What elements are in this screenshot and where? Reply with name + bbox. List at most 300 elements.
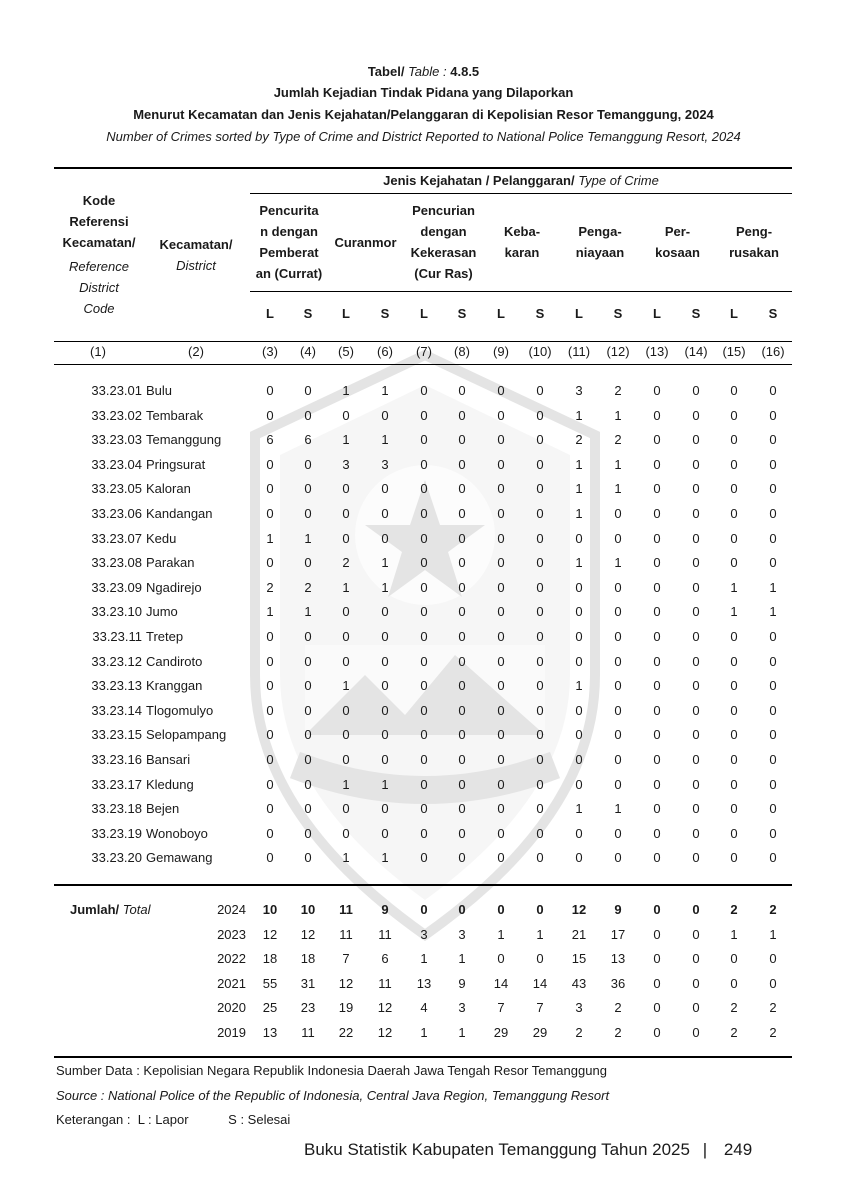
value-cell: 0 <box>497 752 505 767</box>
district-name: Kedu <box>146 530 177 546</box>
total-value-cell: 12 <box>262 926 278 942</box>
total-value-cell: 0 <box>692 1025 700 1040</box>
value-cell: 0 <box>497 653 505 669</box>
sub-header-l: L <box>420 306 428 321</box>
book-title: Buku Statistik Kabupaten Temanggung Tahun 2025 <box>304 1140 690 1159</box>
value-cell: 0 <box>614 825 622 841</box>
district-code: 33.23.09 <box>91 579 142 595</box>
value-cell: 0 <box>304 752 312 767</box>
value-cell: 0 <box>653 456 661 472</box>
total-value-cell: 2 <box>614 1025 622 1040</box>
value-cell: 0 <box>304 407 312 423</box>
value-cell: 0 <box>458 825 466 841</box>
value-cell: 0 <box>536 801 544 817</box>
value-cell: 0 <box>536 776 544 792</box>
value-cell: 0 <box>536 604 544 620</box>
value-cell: 0 <box>381 727 389 743</box>
sub-header-l: L <box>266 306 274 321</box>
total-value-cell: 0 <box>769 951 777 967</box>
totals-label: Jumlah/ Total <box>70 902 151 917</box>
value-cell: 0 <box>692 579 700 595</box>
value-cell: 0 <box>266 825 274 841</box>
value-cell: 0 <box>692 776 700 792</box>
value-cell: 0 <box>730 530 738 546</box>
total-value-cell: 0 <box>692 975 700 991</box>
total-value-cell: 0 <box>692 902 700 917</box>
value-cell: 0 <box>653 702 661 718</box>
value-cell: 0 <box>420 456 428 472</box>
value-cell: 0 <box>420 653 428 669</box>
value-cell: 0 <box>342 530 350 546</box>
district-header: Kecamatan/ District <box>159 237 233 273</box>
value-cell: 0 <box>730 653 738 669</box>
value-cell: 1 <box>575 481 583 497</box>
district-name: Pringsurat <box>146 456 206 472</box>
total-value-cell: 14 <box>532 975 548 991</box>
crime-type-header: Curanmor <box>334 234 397 250</box>
total-value-cell: 3 <box>420 926 428 942</box>
value-cell: 0 <box>458 481 466 497</box>
district-name: Tlogomulyo <box>146 702 214 718</box>
value-cell: 0 <box>497 678 505 694</box>
value-cell: 6 <box>266 432 274 448</box>
value-cell: 0 <box>730 752 738 767</box>
value-cell: 0 <box>769 776 777 792</box>
total-value-cell: 11 <box>378 926 392 942</box>
value-cell: 0 <box>420 850 428 866</box>
value-cell: 0 <box>769 727 777 743</box>
value-cell: 0 <box>497 456 505 472</box>
value-cell: 0 <box>653 825 661 841</box>
value-cell: 0 <box>769 629 777 644</box>
value-cell: 0 <box>730 801 738 817</box>
value-cell: 0 <box>653 432 661 448</box>
value-cell: 0 <box>420 776 428 792</box>
value-cell: 0 <box>730 506 738 521</box>
value-cell: 0 <box>692 506 700 521</box>
header-bottom-rule <box>54 341 792 342</box>
value-cell: 0 <box>381 530 389 546</box>
district-name: Jumo <box>146 604 178 620</box>
value-cell: 0 <box>692 702 700 718</box>
value-cell: 0 <box>575 727 583 743</box>
total-value-cell: 23 <box>300 1000 316 1016</box>
value-cell: 0 <box>653 481 661 497</box>
value-cell: 0 <box>266 407 274 423</box>
district-name: Kaloran <box>146 481 191 497</box>
value-cell: 0 <box>497 506 505 521</box>
value-cell: 0 <box>730 481 738 497</box>
value-cell: 0 <box>304 383 312 398</box>
value-cell: 0 <box>266 702 274 718</box>
value-cell: 0 <box>420 604 428 620</box>
total-value-cell: 22 <box>338 1025 354 1040</box>
group-header-rule <box>250 193 792 194</box>
value-cell: 1 <box>614 407 622 423</box>
total-value-cell: 1 <box>769 926 777 942</box>
value-cell: 0 <box>769 456 777 472</box>
value-cell: 2 <box>614 383 622 398</box>
district-name: Bansari <box>146 752 191 767</box>
value-cell: 0 <box>381 604 389 620</box>
column-number: (2) <box>188 344 204 359</box>
value-cell: 2 <box>342 555 350 571</box>
total-value-cell: 17 <box>610 926 626 942</box>
total-value-cell: 12 <box>338 975 354 991</box>
value-cell: 1 <box>381 850 389 866</box>
value-cell: 0 <box>614 752 622 767</box>
table-title-english: Number of Crimes sorted by Type of Crime and District Reported to National Police Temanggung Resort, 2024 <box>106 129 741 144</box>
value-cell: 0 <box>304 702 312 718</box>
value-cell: 0 <box>653 801 661 817</box>
value-cell: 0 <box>692 530 700 546</box>
value-cell: 0 <box>730 629 738 644</box>
value-cell: 1 <box>304 604 312 620</box>
value-cell: 0 <box>420 702 428 718</box>
value-cell: 0 <box>692 481 700 497</box>
value-cell: 0 <box>653 506 661 521</box>
value-cell: 0 <box>614 506 622 521</box>
value-cell: 0 <box>653 579 661 595</box>
value-cell: 0 <box>769 825 777 841</box>
total-value-cell: 2 <box>730 1000 738 1016</box>
value-cell: 0 <box>692 727 700 743</box>
sub-header-l: L <box>575 306 583 321</box>
total-value-cell: 0 <box>458 902 466 917</box>
totals-top-rule <box>54 884 792 886</box>
value-cell: 0 <box>769 678 777 694</box>
total-year: 2020 <box>217 1000 246 1016</box>
value-cell: 0 <box>730 432 738 448</box>
value-cell: 1 <box>575 678 583 694</box>
table-bottom-rule <box>54 1056 792 1058</box>
value-cell: 0 <box>575 825 583 841</box>
value-cell: 0 <box>536 579 544 595</box>
value-cell: 0 <box>458 407 466 423</box>
value-cell: 2 <box>266 579 274 595</box>
value-cell: 0 <box>266 481 274 497</box>
crime-type-header: Pencurita n dengan Pemberat an (Currat) <box>255 203 323 281</box>
value-cell: 0 <box>769 801 777 817</box>
value-cell: 0 <box>304 555 312 571</box>
value-cell: 0 <box>458 801 466 817</box>
district-name: Wonoboyo <box>146 825 208 841</box>
value-cell: 0 <box>342 801 350 817</box>
value-cell: 0 <box>497 530 505 546</box>
district-name: Kandangan <box>146 506 213 521</box>
total-value-cell: 0 <box>653 926 661 942</box>
total-value-cell: 1 <box>420 951 428 967</box>
legend-note: Keterangan : L : Lapor S : Selesai <box>56 1112 291 1127</box>
total-value-cell: 1 <box>420 1025 428 1040</box>
value-cell: 0 <box>458 678 466 694</box>
value-cell: 0 <box>575 702 583 718</box>
value-cell: 0 <box>730 727 738 743</box>
value-cell: 0 <box>614 579 622 595</box>
value-cell: 0 <box>730 678 738 694</box>
value-cell: 0 <box>769 530 777 546</box>
value-cell: 1 <box>266 530 274 546</box>
total-value-cell: 1 <box>730 926 738 942</box>
value-cell: 0 <box>497 579 505 595</box>
total-value-cell: 18 <box>262 951 278 967</box>
total-value-cell: 0 <box>653 975 661 991</box>
district-code: 33.23.12 <box>91 653 142 669</box>
column-number: (16) <box>761 344 785 359</box>
value-cell: 0 <box>304 850 312 866</box>
total-value-cell: 0 <box>420 902 428 917</box>
district-code: 33.23.03 <box>91 432 142 448</box>
value-cell: 0 <box>420 383 428 398</box>
value-cell: 1 <box>575 456 583 472</box>
value-cell: 0 <box>692 653 700 669</box>
column-number: (12) <box>606 344 630 359</box>
value-cell: 0 <box>266 678 274 694</box>
total-value-cell: 12 <box>377 1000 393 1016</box>
district-name: Selopampang <box>146 727 227 743</box>
value-cell: 0 <box>769 506 777 521</box>
value-cell: 0 <box>497 776 505 792</box>
value-cell: 0 <box>497 801 505 817</box>
total-value-cell: 25 <box>262 1000 278 1016</box>
district-code: 33.23.15 <box>91 727 142 743</box>
total-year: 2019 <box>217 1025 246 1040</box>
value-cell: 0 <box>536 555 544 571</box>
value-cell: 0 <box>304 653 312 669</box>
column-number: (10) <box>528 344 552 359</box>
value-cell: 0 <box>692 825 700 841</box>
total-value-cell: 19 <box>338 1000 354 1016</box>
value-cell: 0 <box>653 555 661 571</box>
value-cell: 0 <box>342 702 350 718</box>
total-year: 2023 <box>217 926 246 942</box>
crime-type-rule <box>250 291 792 292</box>
value-cell: 0 <box>692 407 700 423</box>
value-cell: 1 <box>342 432 350 448</box>
total-value-cell: 0 <box>536 951 544 967</box>
sub-header-l: L <box>730 306 738 321</box>
total-value-cell: 1 <box>458 1025 466 1040</box>
column-number: (15) <box>722 344 746 359</box>
value-cell: 0 <box>692 629 700 644</box>
value-cell: 3 <box>381 456 389 472</box>
value-cell: 0 <box>575 776 583 792</box>
total-value-cell: 13 <box>262 1025 278 1040</box>
value-cell: 0 <box>692 383 700 398</box>
value-cell: 0 <box>420 555 428 571</box>
column-number: (6) <box>377 344 393 359</box>
value-cell: 0 <box>614 530 622 546</box>
value-cell: 0 <box>692 555 700 571</box>
table-title-line2: Menurut Kecamatan dan Jenis Kejahatan/Pelanggaran di Kepolisian Resor Temanggung, 2024 <box>133 107 714 122</box>
total-value-cell: 2 <box>730 1025 738 1040</box>
value-cell: 0 <box>730 825 738 841</box>
total-value-cell: 1 <box>458 951 466 967</box>
total-value-cell: 13 <box>610 951 626 967</box>
value-cell: 0 <box>497 407 505 423</box>
value-cell: 0 <box>536 530 544 546</box>
value-cell: 0 <box>769 702 777 718</box>
district-name: Bejen <box>146 801 180 817</box>
value-cell: 0 <box>458 456 466 472</box>
total-value-cell: 0 <box>653 951 661 967</box>
value-cell: 0 <box>342 752 350 767</box>
sub-header-l: L <box>497 306 505 321</box>
page-number: 249 <box>723 1140 753 1159</box>
value-cell: 0 <box>266 727 274 743</box>
value-cell: 0 <box>458 776 466 792</box>
sub-header-s: S <box>691 306 701 321</box>
value-cell: 0 <box>614 850 622 866</box>
district-name: Kranggan <box>146 678 203 694</box>
value-cell: 3 <box>342 456 350 472</box>
value-cell: 0 <box>692 801 700 817</box>
value-cell: 0 <box>342 629 350 644</box>
value-cell: 0 <box>266 850 274 866</box>
value-cell: 0 <box>692 456 700 472</box>
value-cell: 2 <box>575 432 583 448</box>
district-code: 33.23.10 <box>91 604 142 620</box>
value-cell: 0 <box>575 653 583 669</box>
total-value-cell: 3 <box>458 926 466 942</box>
district-code: 33.23.11 <box>92 629 142 644</box>
value-cell: 0 <box>266 801 274 817</box>
value-cell: 0 <box>458 506 466 521</box>
total-value-cell: 0 <box>497 951 505 967</box>
total-value-cell: 0 <box>536 902 544 917</box>
crime-type-header: Pencurian dengan Kekerasan (Cur Ras) <box>410 203 477 281</box>
value-cell: 1 <box>614 481 622 497</box>
table-title-line1: Jumlah Kejadian Tindak Pidana yang Dilaporkan <box>273 85 574 100</box>
value-cell: 0 <box>692 752 700 767</box>
column-number: (8) <box>454 344 470 359</box>
value-cell: 0 <box>266 456 274 472</box>
value-cell: 0 <box>614 604 622 620</box>
district-code: 33.23.17 <box>91 776 142 792</box>
value-cell: 0 <box>420 825 428 841</box>
value-cell: 0 <box>653 604 661 620</box>
value-cell: 1 <box>614 456 622 472</box>
value-cell: 0 <box>381 702 389 718</box>
total-value-cell: 0 <box>653 902 661 917</box>
value-cell: 0 <box>458 629 466 644</box>
value-cell: 1 <box>381 432 389 448</box>
value-cell: 0 <box>614 776 622 792</box>
value-cell: 1 <box>342 776 350 792</box>
value-cell: 0 <box>769 481 777 497</box>
value-cell: 0 <box>692 678 700 694</box>
value-cell: 0 <box>536 432 544 448</box>
value-cell: 0 <box>730 776 738 792</box>
total-value-cell: 3 <box>575 1000 583 1016</box>
district-code: 33.23.20 <box>91 850 142 866</box>
value-cell: 0 <box>769 432 777 448</box>
value-cell: 0 <box>342 825 350 841</box>
total-value-cell: 1 <box>536 926 544 942</box>
district-name: Parakan <box>146 555 195 571</box>
value-cell: 0 <box>653 752 661 767</box>
district-name: Kledung <box>146 776 194 792</box>
crime-type-group-header: Jenis Kejahatan / Pelanggaran/ Type of Crime <box>383 173 659 188</box>
value-cell: 0 <box>420 752 428 767</box>
value-cell: 0 <box>653 776 661 792</box>
source-note: Sumber Data : Kepolisian Negara Republik Indonesia Daerah Jawa Tengah Resor Temanggung <box>56 1063 607 1078</box>
value-cell: 0 <box>458 850 466 866</box>
value-cell: 0 <box>614 702 622 718</box>
crime-type-header: Peng- rusakan <box>729 224 779 260</box>
value-cell: 0 <box>381 825 389 841</box>
sub-header-s: S <box>457 306 467 321</box>
value-cell: 0 <box>730 555 738 571</box>
sub-header-s: S <box>768 306 778 321</box>
value-cell: 0 <box>536 629 544 644</box>
total-value-cell: 12 <box>300 926 316 942</box>
value-cell: 1 <box>381 383 389 398</box>
total-value-cell: 21 <box>571 926 587 942</box>
value-cell: 0 <box>381 407 389 423</box>
total-year: 2024 <box>217 902 246 917</box>
district-code: 33.23.16 <box>91 752 142 767</box>
value-cell: 1 <box>730 604 738 620</box>
value-cell: 0 <box>266 629 274 644</box>
value-cell: 0 <box>304 678 312 694</box>
total-value-cell: 0 <box>769 975 777 991</box>
value-cell: 0 <box>769 850 777 866</box>
column-number: (11) <box>567 344 591 359</box>
total-value-cell: 13 <box>416 975 432 991</box>
total-value-cell: 0 <box>692 1000 700 1016</box>
crime-type-header: Penga- niayaan <box>575 224 625 260</box>
value-cell: 0 <box>497 850 505 866</box>
value-cell: 0 <box>458 653 466 669</box>
value-cell: 0 <box>304 481 312 497</box>
value-cell: 0 <box>381 752 389 767</box>
total-year: 2022 <box>217 951 246 967</box>
value-cell: 0 <box>497 629 505 644</box>
value-cell: 0 <box>342 727 350 743</box>
total-value-cell: 12 <box>377 1025 393 1040</box>
value-cell: 0 <box>653 850 661 866</box>
value-cell: 0 <box>266 383 274 398</box>
value-cell: 0 <box>575 579 583 595</box>
district-code: 33.23.13 <box>91 678 142 694</box>
total-value-cell: 2 <box>614 1000 622 1016</box>
value-cell: 0 <box>381 653 389 669</box>
total-value-cell: 0 <box>653 1000 661 1016</box>
value-cell: 0 <box>342 481 350 497</box>
value-cell: 1 <box>614 555 622 571</box>
total-value-cell: 7 <box>536 1000 544 1016</box>
value-cell: 1 <box>769 579 777 595</box>
value-cell: 0 <box>536 481 544 497</box>
value-cell: 0 <box>536 383 544 398</box>
value-cell: 0 <box>730 456 738 472</box>
value-cell: 0 <box>342 653 350 669</box>
value-cell: 0 <box>730 383 738 398</box>
total-value-cell: 4 <box>420 1000 428 1016</box>
value-cell: 0 <box>575 530 583 546</box>
table-top-rule <box>54 167 792 169</box>
value-cell: 0 <box>381 678 389 694</box>
column-number: (9) <box>493 344 509 359</box>
value-cell: 0 <box>769 407 777 423</box>
table-number: Tabel/ Table : 4.8.5 <box>367 64 480 79</box>
district-name: Tembarak <box>146 407 204 423</box>
value-cell: 0 <box>266 752 274 767</box>
total-value-cell: 6 <box>381 951 389 967</box>
value-cell: 0 <box>420 481 428 497</box>
district-name: Tretep <box>146 629 184 644</box>
